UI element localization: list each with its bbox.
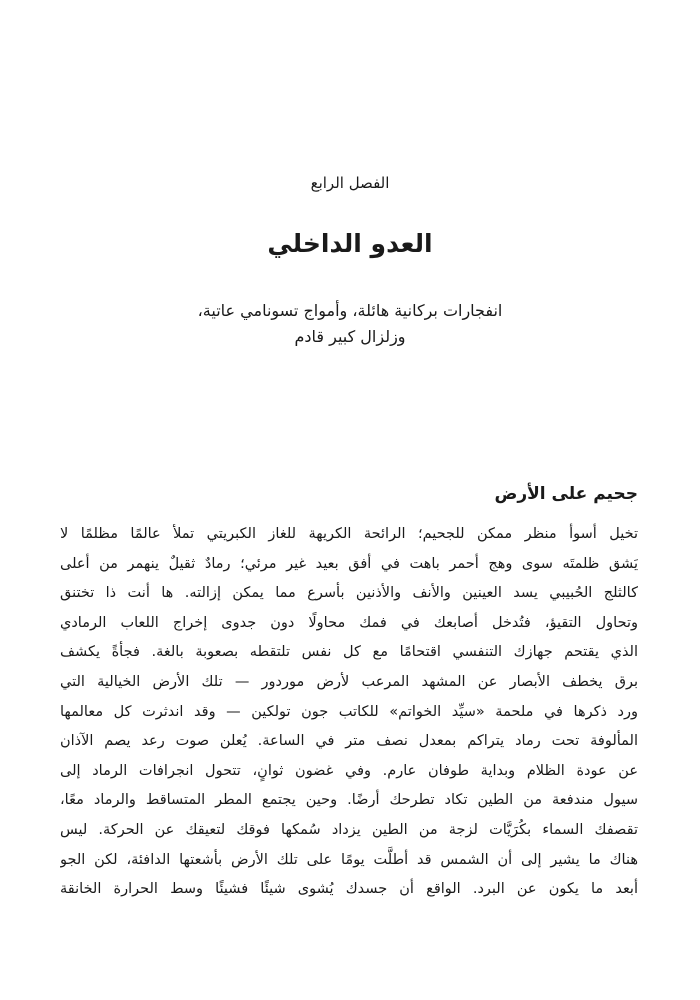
paragraph-line: وتحاول التقيؤ، فتُدخل أصابعك في فمك محاولًا دون جدوى إخراج اللعاب الرمادي (60, 614, 638, 631)
chapter-label: الفصل الرابع (310, 174, 390, 192)
section-heading: جحيم على الأرض (494, 484, 638, 504)
subtitle-line: وزلزال كبير قادم (294, 327, 406, 346)
paragraph-line: هناك ما يشير إلى أن الشمس قد أطلَّت يومًا على تلك الأرض بأشعتها الدافئة، لكن الجو (60, 851, 638, 868)
chapter-title: العدو الداخلي (267, 229, 433, 258)
subtitle-line: انفجارات بركانية هائلة، وأمواج تسونامي عاتية، (197, 301, 503, 320)
paragraph-line: برق يخطف الأبصار عن المشهد المرعب لأرض موردور — تلك الأرض الخيالية التي (60, 673, 638, 690)
chapter-subtitle (0, 298, 700, 350)
paragraph-line: تخيل أسوأ منظر ممكن للجحيم؛ الرائحة الكريهة للغاز الكبريتي تملأ عالمًا مظلمًا لا (60, 526, 638, 542)
paragraph-line: سيول مندفعة من الطين تكاد تطرحك أرضًا. وحين يجتمع المطر المتساقط والرماد معًا، (60, 792, 638, 809)
paragraph-line: عن عودة الظلام وبداية طوفان عارم. وفي غضون ثوانٍ، تتحول انجرافات الرماد إلى (60, 762, 638, 779)
paragraph-line: ورد ذكرها في ملحمة «سيِّد الخواتم» للكاتب جون تولكين — وقد اندثرت كل معالمها (60, 703, 638, 720)
paragraph-line: المألوفة تحت رماد يتراكم بمعدل نصف متر في الساعة. يُعلن صوت رعد يصم الآذان (60, 733, 638, 750)
paragraph-line: كالثلج الحُبيبي يسد العينين والأنف والأذنين بأسرع مما يمكن إزالته. ها أنت ذا تختنق (60, 585, 638, 602)
paragraph-line: تقصفك السماء بكُرَيَّات لزجة من الطين يزداد سُمكها فوقك لتعيقك عن الحركة. ليس (60, 821, 638, 838)
paragraph-line: أبعد ما يكون عن البرد. الواقع أن جسدك يُشوى شيئًا فشيئًا وسط الحرارة الخانقة (60, 881, 638, 898)
body-paragraph (60, 520, 638, 905)
paragraph-line: الذي يقتحم جهازك التنفسي اقتحامًا مع كل نفس تلتقطه بصعوبة بالغة. فجأةً يكشف (60, 644, 638, 661)
paragraph-line: يَشق ظلمتَه سوى وهج أحمر باهت في أفق بعيد غير مرئي؛ رمادٌ ثقيلٌ ينهمر من أعلى (60, 555, 638, 572)
